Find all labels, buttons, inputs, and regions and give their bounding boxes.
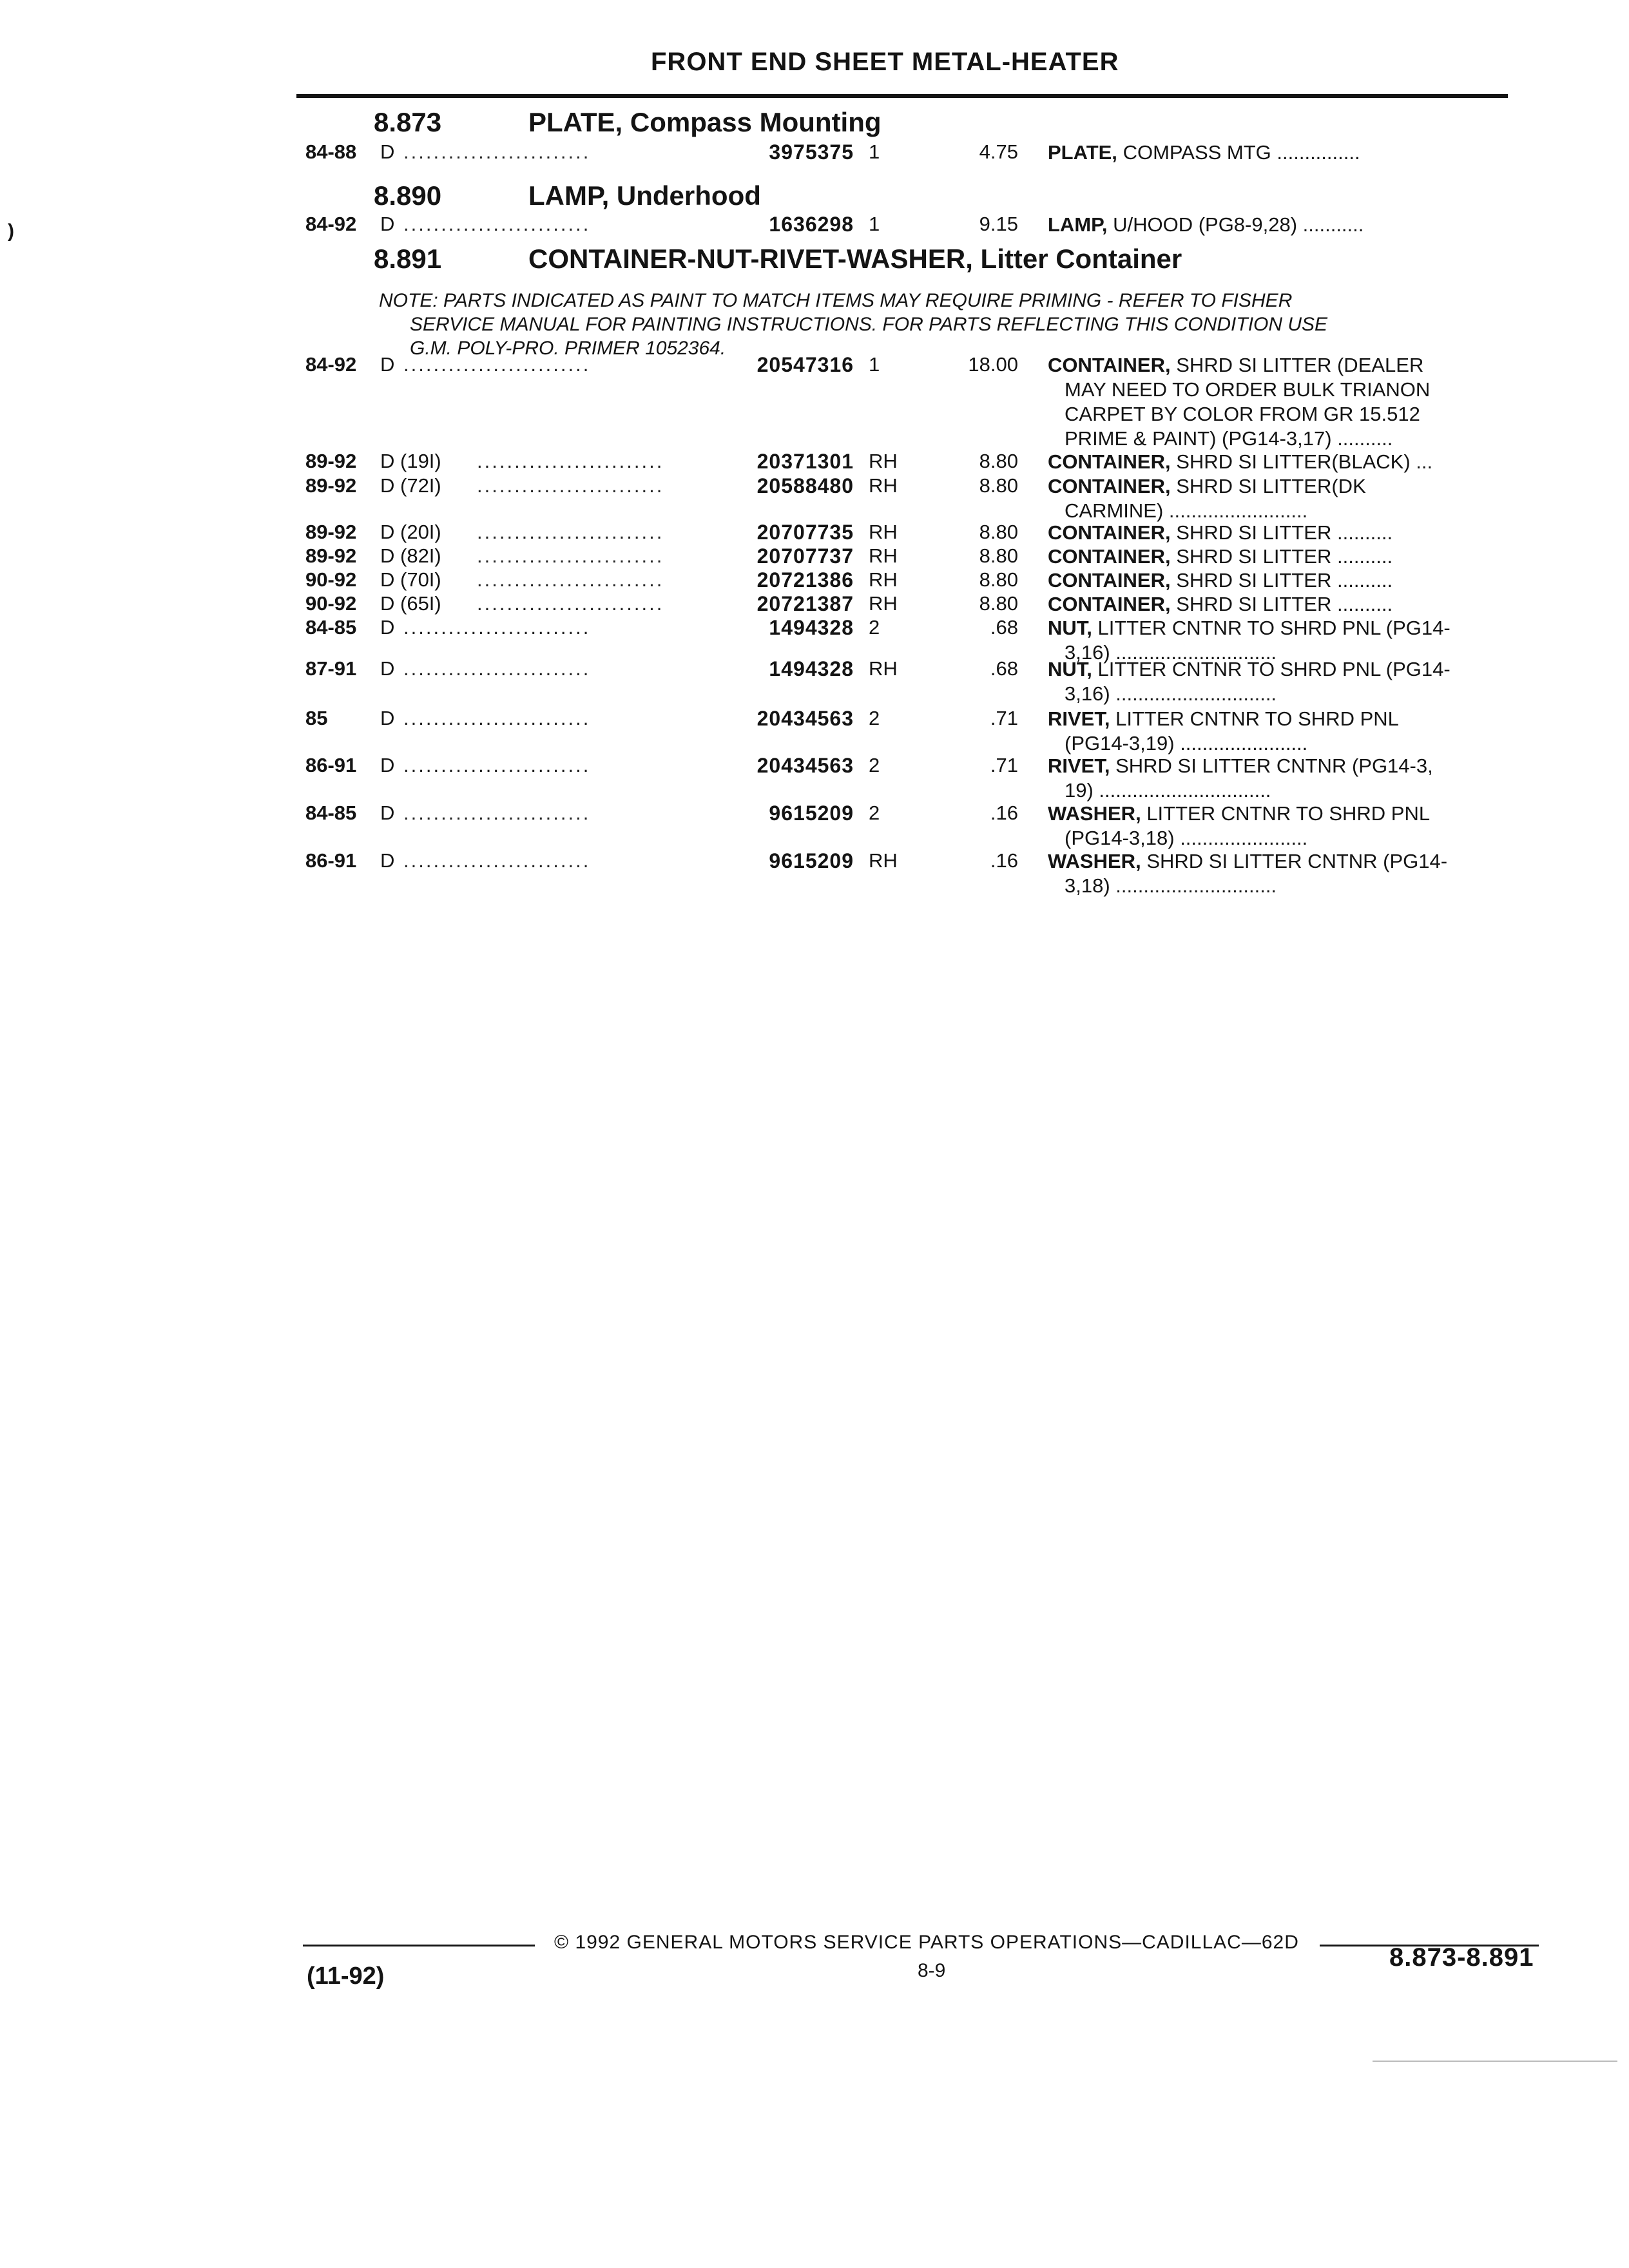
quantity: 1 (869, 140, 880, 163)
unit-price: 18.00 (968, 353, 1018, 376)
leader-dots: ......................... (403, 616, 591, 639)
note-line: NOTE: PARTS INDICATED AS PAINT TO MATCH ITEMS MAY REQUIRE PRIMING - REFER TO FISHER (379, 290, 1293, 311)
note-line: G.M. POLY-PRO. PRIMER 1052364. (410, 338, 726, 359)
part-description (1048, 544, 1393, 569)
part-number: 3975375 (769, 140, 854, 164)
part-description (1048, 754, 1433, 778)
part-description (1048, 474, 1366, 499)
unit-price: .68 (990, 657, 1018, 680)
part-description (1048, 592, 1393, 617)
section-title: CONTAINER-NUT-RIVET-WASHER, Litter Container (528, 244, 1182, 274)
part-type: CONTAINER, (1048, 569, 1171, 591)
part-description-continued: 3,18) ............................. (1065, 874, 1277, 897)
unit-price: 8.80 (979, 474, 1018, 497)
unit-price: .71 (990, 754, 1018, 776)
unit-price: .71 (990, 707, 1018, 729)
quantity: RH (869, 544, 898, 567)
part-type: CONTAINER, (1048, 475, 1171, 497)
part-description (1048, 140, 1360, 165)
body-code: D (70I) (380, 568, 441, 591)
part-number: 20707737 (757, 544, 854, 568)
part-detail: LITTER CNTNR TO SHRD PNL (PG14- (1097, 658, 1451, 680)
body-code: D (380, 802, 395, 824)
part-type: WASHER, (1048, 802, 1141, 825)
part-description (1048, 568, 1393, 593)
body-code: D (19I) (380, 450, 441, 472)
body-code: D (380, 707, 395, 729)
model-years: 87-91 (305, 657, 357, 680)
part-description (1048, 353, 1423, 378)
leader-dots: ......................... (477, 521, 664, 543)
model-years: 89-92 (305, 544, 357, 567)
part-type: CONTAINER, (1048, 354, 1171, 376)
leader-dots: ......................... (477, 568, 664, 591)
part-type: RIVET, (1048, 754, 1110, 777)
part-description-continued: CARMINE) ......................... (1065, 499, 1308, 522)
revision-date: (11-92) (307, 1963, 385, 1990)
part-description-continued: 19) ............................... (1065, 779, 1271, 802)
model-years: 86-91 (305, 754, 357, 776)
model-years: 89-92 (305, 450, 357, 472)
body-code: D (380, 353, 395, 376)
footer-rule-left (303, 1945, 535, 1946)
leader-dots: ......................... (477, 544, 664, 567)
body-code: D (82I) (380, 544, 441, 567)
part-type: LAMP, (1048, 213, 1108, 236)
part-number: 1494328 (769, 657, 854, 680)
leader-dots: ......................... (403, 213, 591, 235)
unit-price: 4.75 (979, 140, 1018, 163)
part-number: 1636298 (769, 213, 854, 236)
unit-price: .16 (990, 802, 1018, 824)
part-description-continued: CARPET BY COLOR FROM GR 15.512 (1065, 403, 1420, 425)
unit-price: 8.80 (979, 544, 1018, 567)
section-range: 8.873-8.891 (1389, 1943, 1534, 1972)
quantity: RH (869, 568, 898, 591)
part-number: 9615209 (769, 849, 854, 872)
part-detail: SHRD SI LITTER(DK (1176, 475, 1366, 497)
part-description (1048, 213, 1364, 237)
margin-mark: ) (8, 220, 14, 242)
part-detail: SHRD SI LITTER(BLACK) ... (1176, 450, 1433, 473)
quantity: 2 (869, 707, 880, 729)
leader-dots: ......................... (477, 450, 664, 472)
body-code: D (380, 140, 395, 163)
quantity: RH (869, 474, 898, 497)
body-code: D (380, 616, 395, 639)
quantity: 1 (869, 353, 880, 376)
section-note (379, 289, 1513, 360)
leader-dots: ......................... (403, 754, 591, 776)
leader-dots: ......................... (403, 353, 591, 376)
part-detail: LITTER CNTNR TO SHRD PNL (1146, 802, 1431, 825)
section-title: LAMP, Underhood (528, 180, 761, 211)
part-description-continued: (PG14-3,18) ....................... (1065, 827, 1308, 849)
body-code: D (380, 213, 395, 235)
part-number: 9615209 (769, 802, 854, 825)
quantity: 2 (869, 616, 880, 639)
part-number: 20721386 (757, 568, 854, 591)
unit-price: 8.80 (979, 568, 1018, 591)
model-years: 84-85 (305, 802, 357, 824)
part-number: 1494328 (769, 616, 854, 639)
model-years: 90-92 (305, 592, 357, 615)
part-detail: LITTER CNTNR TO SHRD PNL (1115, 707, 1399, 730)
part-description (1048, 521, 1393, 545)
body-code: D (20I) (380, 521, 441, 543)
part-description (1048, 849, 1447, 874)
part-type: NUT, (1048, 617, 1092, 639)
body-code: D (380, 849, 395, 872)
part-number: 20588480 (757, 474, 854, 497)
leader-dots: ......................... (403, 707, 591, 729)
part-number: 20434563 (757, 754, 854, 777)
leader-dots: ......................... (477, 592, 664, 615)
part-description-continued: MAY NEED TO ORDER BULK TRIANON (1065, 378, 1431, 401)
part-description (1048, 707, 1399, 731)
model-years: 89-92 (305, 474, 357, 497)
leader-dots: ......................... (403, 802, 591, 824)
body-code: D (380, 754, 395, 776)
page-title: FRONT END SHEET METAL-HEATER (651, 48, 1119, 76)
part-number: 20707735 (757, 521, 854, 544)
quantity: RH (869, 592, 898, 615)
part-type: CONTAINER, (1048, 593, 1171, 615)
part-detail: SHRD SI LITTER .......... (1176, 569, 1393, 591)
part-detail: SHRD SI LITTER CNTNR (PG14- (1146, 850, 1448, 872)
part-number: 20434563 (757, 707, 854, 730)
part-type: NUT, (1048, 658, 1092, 680)
quantity: 1 (869, 213, 880, 235)
quantity: RH (869, 657, 898, 680)
part-description-continued: (PG14-3,19) ....................... (1065, 732, 1308, 754)
model-years: 84-85 (305, 616, 357, 639)
part-type: CONTAINER, (1048, 545, 1171, 568)
part-type: CONTAINER, (1048, 521, 1171, 544)
part-detail: SHRD SI LITTER .......... (1176, 593, 1393, 615)
part-detail: U/HOOD (PG8-9,28) ........... (1113, 213, 1364, 236)
model-years: 86-91 (305, 849, 357, 872)
part-number: 20721387 (757, 592, 854, 615)
unit-price: 8.80 (979, 450, 1018, 472)
part-type: PLATE, (1048, 141, 1117, 164)
section-number: 8.873 (374, 107, 442, 137)
model-years: 84-92 (305, 353, 357, 376)
page-number: 8-9 (918, 1960, 946, 1981)
section-number: 8.891 (374, 244, 442, 274)
part-detail: SHRD SI LITTER .......... (1176, 521, 1393, 544)
unit-price: 8.80 (979, 521, 1018, 543)
scan-artifact-line (1373, 2061, 1617, 2062)
leader-dots: ......................... (403, 140, 591, 163)
model-years: 84-92 (305, 213, 357, 235)
model-years: 84-88 (305, 140, 357, 163)
unit-price: .16 (990, 849, 1018, 872)
part-type: CONTAINER, (1048, 450, 1171, 473)
part-detail: COMPASS MTG ............... (1123, 141, 1360, 164)
section-title: PLATE, Compass Mounting (528, 107, 882, 137)
unit-price: .68 (990, 616, 1018, 639)
section-number: 8.890 (374, 180, 442, 211)
part-number: 20371301 (757, 450, 854, 473)
part-description-continued: 3,16) ............................. (1065, 641, 1277, 664)
part-description (1048, 450, 1432, 474)
part-detail: SHRD SI LITTER CNTNR (PG14-3, (1115, 754, 1433, 777)
part-description-continued: PRIME & PAINT) (PG14-3,17) .......... (1065, 427, 1393, 450)
model-years: 85 (305, 707, 328, 729)
part-detail: LITTER CNTNR TO SHRD PNL (PG14- (1097, 617, 1451, 639)
model-years: 90-92 (305, 568, 357, 591)
quantity: 2 (869, 802, 880, 824)
part-type: RIVET, (1048, 707, 1110, 730)
copyright-notice: © 1992 GENERAL MOTORS SERVICE PARTS OPERATIONS—CADILLAC—62D (554, 1932, 1299, 1953)
part-detail: SHRD SI LITTER (DEALER (1176, 354, 1424, 376)
quantity: RH (869, 521, 898, 543)
part-description (1048, 616, 1451, 640)
leader-dots: ......................... (403, 657, 591, 680)
part-description-continued: 3,16) ............................. (1065, 682, 1277, 705)
quantity: RH (869, 450, 898, 472)
part-number: 20547316 (757, 353, 854, 376)
body-code: D (72I) (380, 474, 441, 497)
leader-dots: ......................... (477, 474, 664, 497)
body-code: D (65I) (380, 592, 441, 615)
part-description (1048, 657, 1451, 682)
body-code: D (380, 657, 395, 680)
unit-price: 9.15 (979, 213, 1018, 235)
quantity: RH (869, 849, 898, 872)
quantity: 2 (869, 754, 880, 776)
note-line: SERVICE MANUAL FOR PAINTING INSTRUCTIONS. FOR PARTS REFLECTING THIS CONDITION USE (410, 314, 1328, 335)
part-description (1048, 802, 1430, 826)
part-type: WASHER, (1048, 850, 1141, 872)
model-years: 89-92 (305, 521, 357, 543)
unit-price: 8.80 (979, 592, 1018, 615)
leader-dots: ......................... (403, 849, 591, 872)
title-rule (296, 94, 1508, 98)
part-detail: SHRD SI LITTER .......... (1176, 545, 1393, 568)
